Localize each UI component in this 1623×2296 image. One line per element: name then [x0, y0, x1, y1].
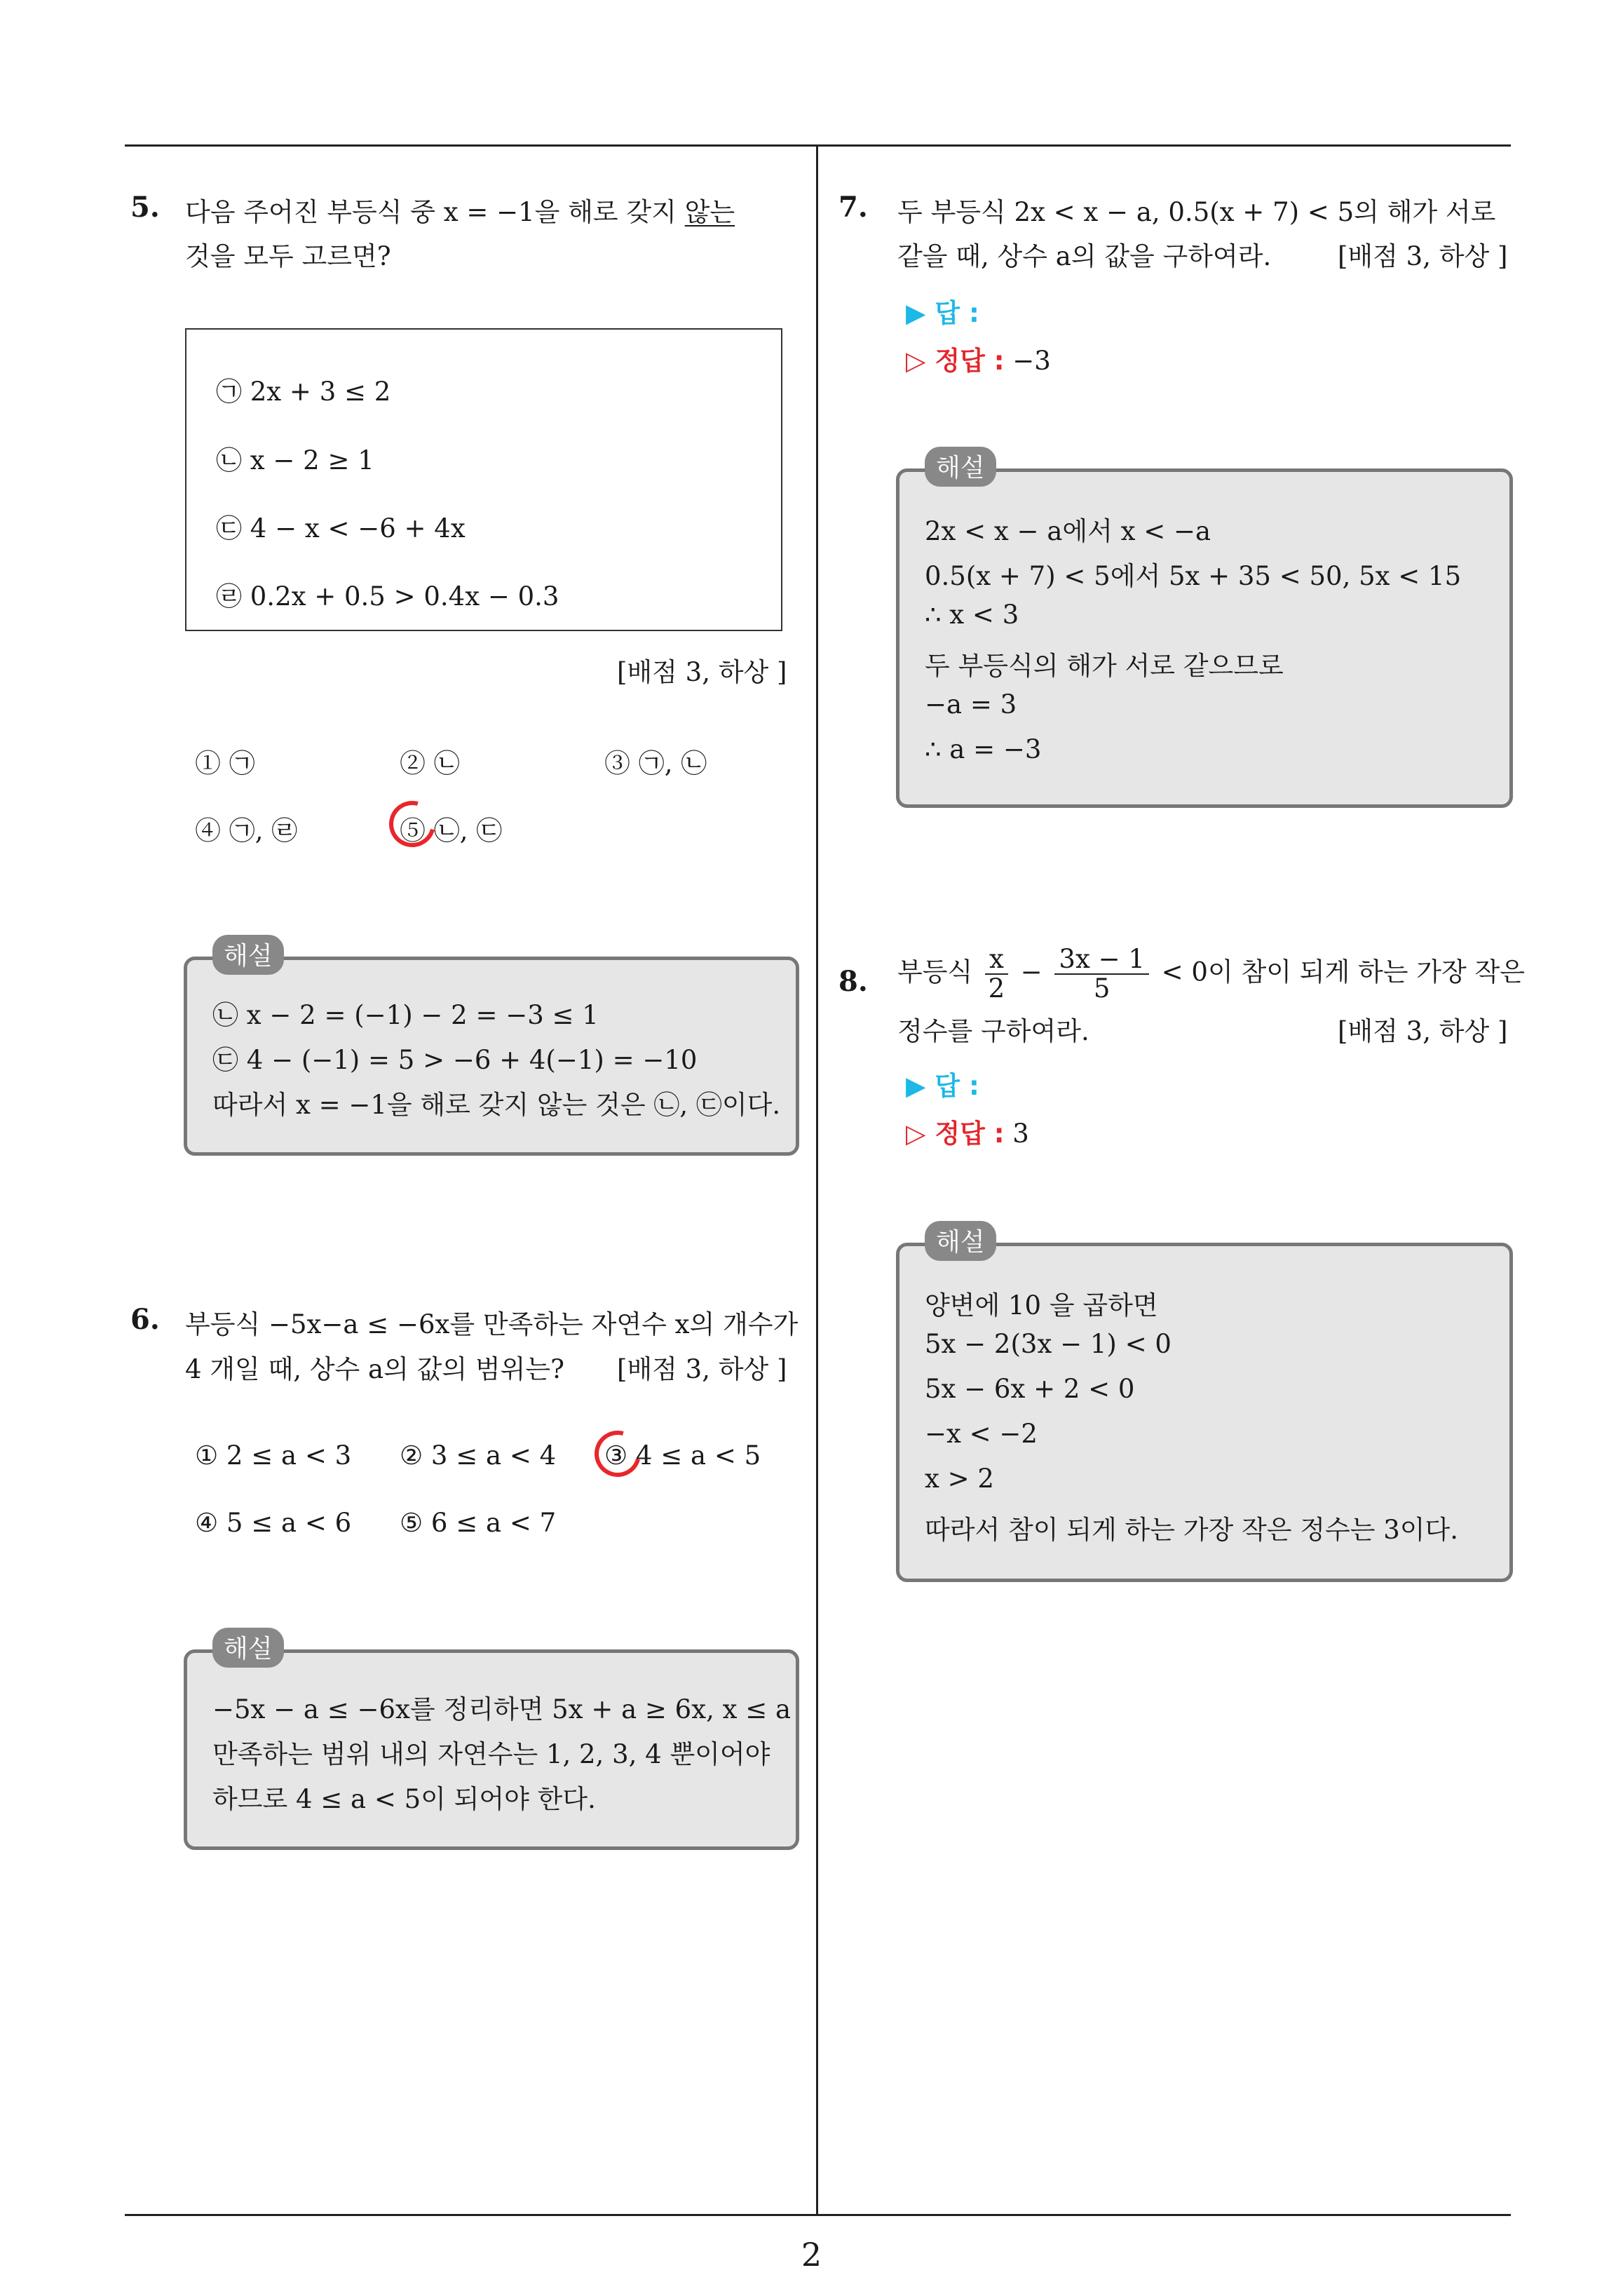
- condition-item: ㉡ x − 2 ≥ 1: [216, 445, 374, 475]
- question-text: 다음 주어진 부등식 중 x = −1을 해로 갖지: [185, 197, 685, 227]
- condition-item: ㉢ 4 − x < −6 + 4x: [216, 513, 466, 543]
- question-text-line-2: 정수를 구하여라.: [897, 1016, 1089, 1046]
- minus-sign: −: [1020, 957, 1043, 987]
- explanation-tag: 해설: [925, 447, 996, 487]
- explanation-box: [184, 1635, 799, 1850]
- explanation-box: [896, 1228, 1513, 1582]
- explanation-line: −x < −2: [925, 1419, 1038, 1449]
- fraction-x-over-2: $\frac{x}{2}$: [985, 945, 1008, 1003]
- choice-2[interactable]: ② 3 ≤ a < 4: [400, 1440, 557, 1471]
- correct-answer-value: −3: [1012, 346, 1051, 376]
- question-text-line-2: 4 개일 때, 상수 a의 값의 범위는?: [185, 1354, 564, 1384]
- score-label: [배점 3, 하상 ]: [1338, 241, 1508, 271]
- page-number: 2: [801, 2236, 822, 2274]
- condition-item: ㉠ 2x + 3 ≤ 2: [216, 377, 391, 407]
- explanation-line: 하므로 4 ≤ a < 5이 되어야 한다.: [212, 1784, 596, 1814]
- explanation-line: 만족하는 범위 내의 자연수는 1, 2, 3, 4 뿐이어야: [212, 1739, 770, 1769]
- explanation-box: [896, 454, 1513, 808]
- answer-label: ▶ 답 :: [906, 298, 979, 328]
- question-text-line-2: 같을 때, 상수 a의 값을 구하여라.: [897, 241, 1272, 271]
- column-divider: [816, 145, 818, 2216]
- explanation-line: −a = 3: [925, 689, 1017, 720]
- choice-1[interactable]: ① ㉠: [195, 748, 255, 778]
- explanation-tag: 해설: [925, 1221, 996, 1261]
- question-text: 부등식: [897, 957, 973, 987]
- correct-answer-row: [906, 1112, 1029, 1150]
- explanation-line: 0.5(x + 7) < 5에서 5x + 35 < 50, 5x < 15: [925, 561, 1462, 591]
- correct-answer-label: ▷ 정답 :: [906, 346, 1005, 376]
- explanation-line: 양변에 10 을 곱하면: [925, 1290, 1158, 1321]
- explanation-box: [184, 942, 799, 1156]
- question-number: 6.: [130, 1303, 160, 1336]
- explanation-tag: 해설: [212, 1628, 284, 1668]
- explanation-line: ∴ x < 3: [925, 600, 1019, 630]
- choice-3[interactable]: ③ 4 ≤ a < 5: [604, 1440, 761, 1471]
- question-text: < 0이 참이 되게 하는 가장 작은: [1161, 957, 1525, 987]
- answer-mark-circle: [586, 1422, 649, 1485]
- question-text-line-1: [185, 191, 735, 229]
- question-number: 8.: [838, 965, 868, 998]
- bottom-rule: [125, 2214, 1511, 2216]
- answer-label: ▶ 답 :: [906, 1071, 979, 1101]
- question-text-line-1: [897, 945, 1525, 1003]
- explanation-line: 5x − 6x + 2 < 0: [925, 1374, 1135, 1404]
- explanation-line: 5x − 2(3x − 1) < 0: [925, 1329, 1172, 1359]
- question-number: 7.: [838, 191, 868, 224]
- correct-answer-row: [906, 339, 1051, 377]
- explanation-line: 2x < x − a에서 x < −a: [925, 516, 1211, 546]
- choice-4[interactable]: ④ ㉠, ㉣: [195, 816, 298, 846]
- explanation-line: ㉡ x − 2 = (−1) − 2 = −3 ≤ 1: [212, 1000, 599, 1030]
- score-label: [배점 3, 하상 ]: [1338, 1016, 1508, 1046]
- question-number: 5.: [130, 191, 160, 224]
- question-text-line-1: 부등식 −5x−a ≤ −6x를 만족하는 자연수 x의 개수가: [185, 1309, 799, 1339]
- explanation-line: 두 부등식의 해가 서로 같으므로: [925, 651, 1284, 681]
- explanation-line: −5x − a ≤ −6x를 정리하면 5x + a ≥ 6x, x ≤ a: [212, 1694, 792, 1724]
- explanation-tag: 해설: [212, 935, 284, 975]
- choice-5[interactable]: ⑤ 6 ≤ a < 7: [400, 1508, 557, 1538]
- correct-answer-value: 3: [1012, 1119, 1029, 1149]
- question-text-line-1: 두 부등식 2x < x − a, 0.5(x + 7) < 5의 해가 서로: [897, 197, 1496, 227]
- fraction-3x-1-over-5: $\frac{3x - 1}{5}$: [1054, 945, 1148, 1003]
- explanation-line: x > 2: [925, 1464, 994, 1494]
- explanation-line: ㉢ 4 − (−1) = 5 > −6 + 4(−1) = −10: [212, 1045, 698, 1075]
- question-text-line-2: 것을 모두 고르면?: [185, 241, 391, 271]
- explanation-line: ∴ a = −3: [925, 734, 1042, 764]
- emphasis-text: 않는: [684, 197, 735, 227]
- score-label: [배점 3, 하상 ]: [617, 657, 787, 687]
- choice-3[interactable]: ③ ㉠, ㉡: [604, 748, 707, 778]
- choice-5[interactable]: ⑤ ㉡, ㉢: [400, 816, 503, 846]
- condition-item: ㉣ 0.2x + 0.5 > 0.4x − 0.3: [216, 581, 559, 612]
- choice-1[interactable]: ① 2 ≤ a < 3: [195, 1440, 352, 1471]
- choice-4[interactable]: ④ 5 ≤ a < 6: [195, 1508, 352, 1538]
- correct-answer-label: ▷ 정답 :: [906, 1119, 1005, 1149]
- explanation-line: 따라서 x = −1을 해로 갖지 않는 것은 ㉡, ㉢이다.: [212, 1090, 781, 1120]
- score-label: [배점 3, 하상 ]: [617, 1354, 787, 1384]
- choice-2[interactable]: ② ㉡: [400, 748, 460, 778]
- explanation-line: 따라서 참이 되게 하는 가장 작은 정수는 3이다.: [925, 1515, 1458, 1545]
- conditions-box: [185, 328, 782, 631]
